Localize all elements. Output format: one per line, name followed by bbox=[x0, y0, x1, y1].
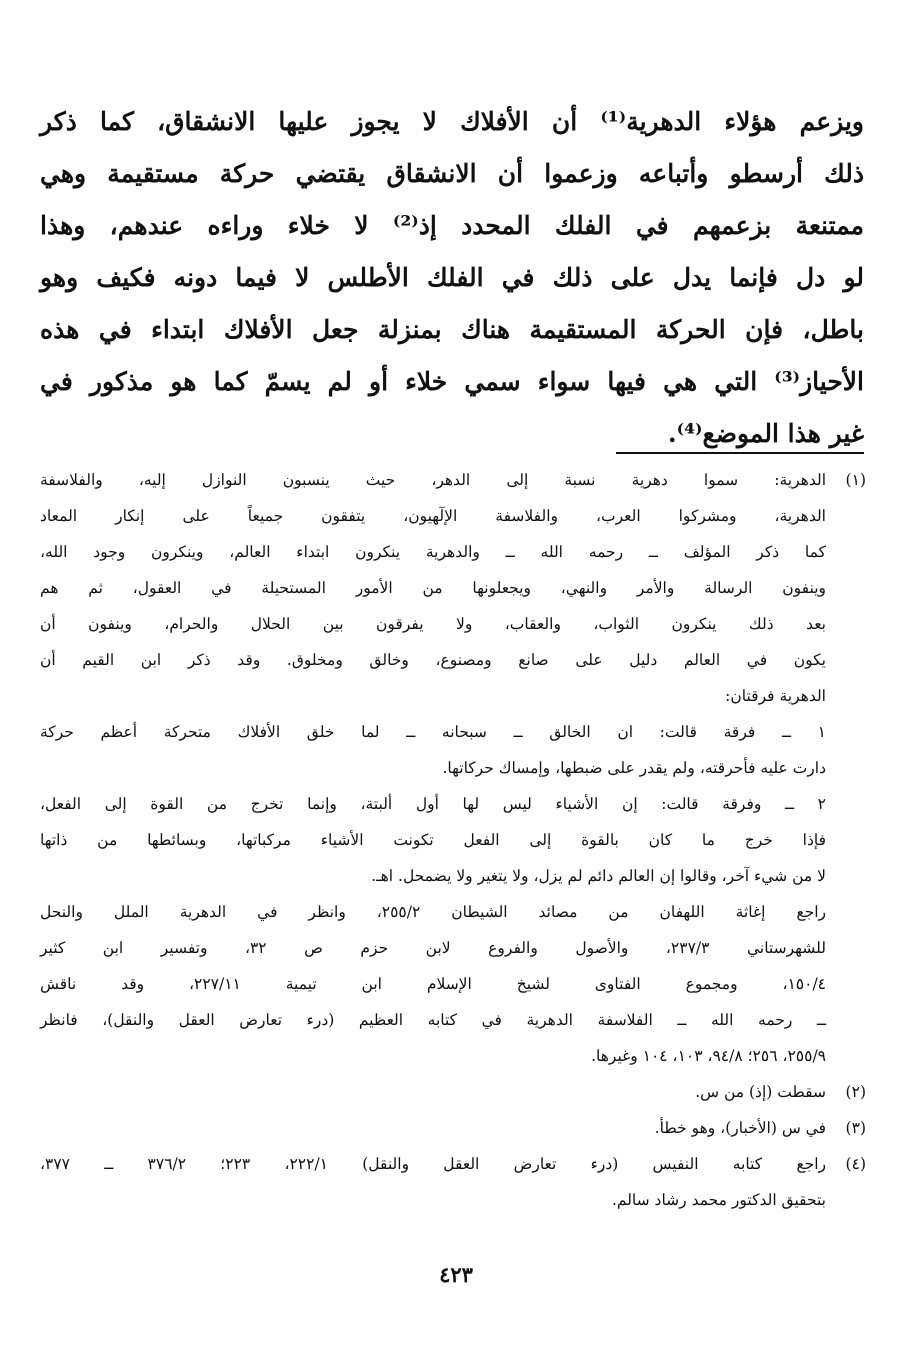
footnote-line: ١٥٠/٤، ومجموع الفتاوى لشيخ الإسلام ابن تيمية ٢٢٧/١١، وقد ناقش bbox=[40, 975, 826, 993]
main-text bbox=[40, 96, 864, 460]
footnote-line: ١ ــ فرقة قالت: ان الخالق ــ سبحانه ــ لما خلق الأفلاك متحركة أعظم حركة bbox=[40, 723, 826, 741]
footnote-body bbox=[40, 1146, 826, 1218]
footnote-number: (٣) bbox=[845, 1119, 866, 1137]
footnote-number: (٤) bbox=[845, 1155, 866, 1173]
footnote-body bbox=[40, 462, 826, 714]
footnote-line: وينفون الرسالة والأمر والنهي، ويجعلونها من الأمور المستحيلة في العقول، ثم هم bbox=[40, 579, 826, 597]
footnote-number: (٢) bbox=[845, 1083, 866, 1101]
footnote-divider bbox=[616, 452, 864, 454]
footnote-line: ــ رحمه الله ــ الفلاسفة الدهرية في كتابه العظيم (درء تعارض العقل والنقل)، فانظر bbox=[40, 1011, 826, 1029]
footnote-number-spacer bbox=[826, 714, 866, 750]
footnote-line: الدهرية: سموا دهرية نسبة إلى الدهر، حيث ينسبون النوازل إليه، والفلاسفة bbox=[40, 471, 826, 489]
footnote-4 bbox=[40, 1146, 866, 1218]
footnote-line: بتحقيق الدكتور محمد رشاد سالم. bbox=[611, 1191, 826, 1209]
footnote-1 bbox=[40, 462, 866, 714]
footnote-line: دارت عليه فأحرقته، ولم يقدر على ضبطها، وإمساك حركاتها. bbox=[442, 759, 826, 777]
footnote-line: لا من شيء آخر، وقالوا إن العالم دائم لم يزل، ولا يتغير ولا يضمحل. اهـ. bbox=[371, 867, 826, 885]
page-number: ٤٢٣ bbox=[439, 1262, 473, 1287]
footnote-line: بعد ذلك ينكرون الثواب، والعقاب، ولا يفرقون بين الحلال والحرام، وينفون أن bbox=[40, 615, 826, 633]
footnote-line: الدهرية، ومشركوا العرب، والفلاسفة الإلٓهيون، يتفقون جميعاً على إنكار المعاد bbox=[40, 507, 826, 525]
main-text-line: لو دل فإنما يدل على ذلك في الفلك الأطلس لا فيما دونه فكيف وهو bbox=[40, 263, 864, 292]
footnote-line: للشهرستاني ٢٣٧/٣، والأصول والفروع لابن حزم ص ٣٢، وتفسير ابن كثير bbox=[40, 939, 826, 957]
footnote-1-continued bbox=[40, 714, 866, 1074]
footnote-line: فإذا خرج ما كان بالقوة إلى الفعل تكونت الأشياء مركباتها، وبسائطها من ذاتها bbox=[40, 831, 826, 849]
footnote-line: كما ذكر المؤلف ــ رحمه الله ــ والدهرية ينكرون ابتداء العالم، وينكرون وجود الله، bbox=[40, 543, 826, 561]
footnote-number: (١) bbox=[845, 471, 866, 489]
footnote-line: في س (الأخبار)، وهو خطأ. bbox=[654, 1119, 826, 1137]
footnote-body bbox=[40, 1110, 826, 1146]
main-text-line: ويزعم هؤلاء الدهرية⁽¹⁾ أن الأفلاك لا يجوز عليها الانشقاق، كما ذكر bbox=[40, 107, 864, 136]
footnote-body bbox=[40, 714, 826, 1074]
footnote-line: الدهرية فرقتان: bbox=[725, 687, 826, 705]
footnote-line: يكون في العالم دليل على صانع ومصنوع، وخالق ومخلوق. وقد ذكر ابن القيم أن bbox=[40, 651, 826, 669]
footnote-line: ٢٥٥/٩، ٢٥٦؛ ٩٤/٨، ١٠٣، ١٠٤ وغيرها. bbox=[591, 1047, 826, 1065]
main-text-line: ذلك أرسطو وأتباعه وزعموا أن الانشقاق يقتضي حركة مستقيمة وهي bbox=[40, 159, 864, 188]
footnote-line: راجع كتابه النفيس (درء تعارض العقل والنقل) ٢٢٢/١، ٢٢٣؛ ٣٧٦/٢ ــ ٣٧٧، bbox=[40, 1155, 826, 1173]
footnotes bbox=[40, 462, 866, 1218]
main-text-line: غير هذا الموضع⁽⁴⁾. bbox=[667, 419, 864, 448]
footnote-2 bbox=[40, 1074, 866, 1110]
main-text-line: باطل، فإن الحركة المستقيمة هناك بمنزلة جعل الأفلاك ابتداء في هذه bbox=[40, 315, 864, 344]
main-text-line: ممتنعة بزعمهم في الفلك المحدد إذ⁽²⁾ لا خلاء وراءه عندهم، وهذا bbox=[40, 211, 864, 240]
footnote-3 bbox=[40, 1110, 866, 1146]
footnote-line: راجع إغاثة اللهفان من مصائد الشيطان ٢٥٥/٢، وانظر في الدهرية الملل والنحل bbox=[40, 903, 826, 921]
footnote-line: ٢ ــ وفرقة قالت: إن الأشياء ليس لها أول ألبتة، وإنما تخرج من القوة إلى الفعل، bbox=[40, 795, 826, 813]
footnote-line: سقطت (إذ) من س. bbox=[695, 1083, 826, 1101]
main-text-line: الأحياز⁽³⁾ التي هي فيها سواء سمي خلاء أو لم يسمّ كما هو مذكور في bbox=[40, 367, 864, 396]
footnote-body bbox=[40, 1074, 826, 1110]
